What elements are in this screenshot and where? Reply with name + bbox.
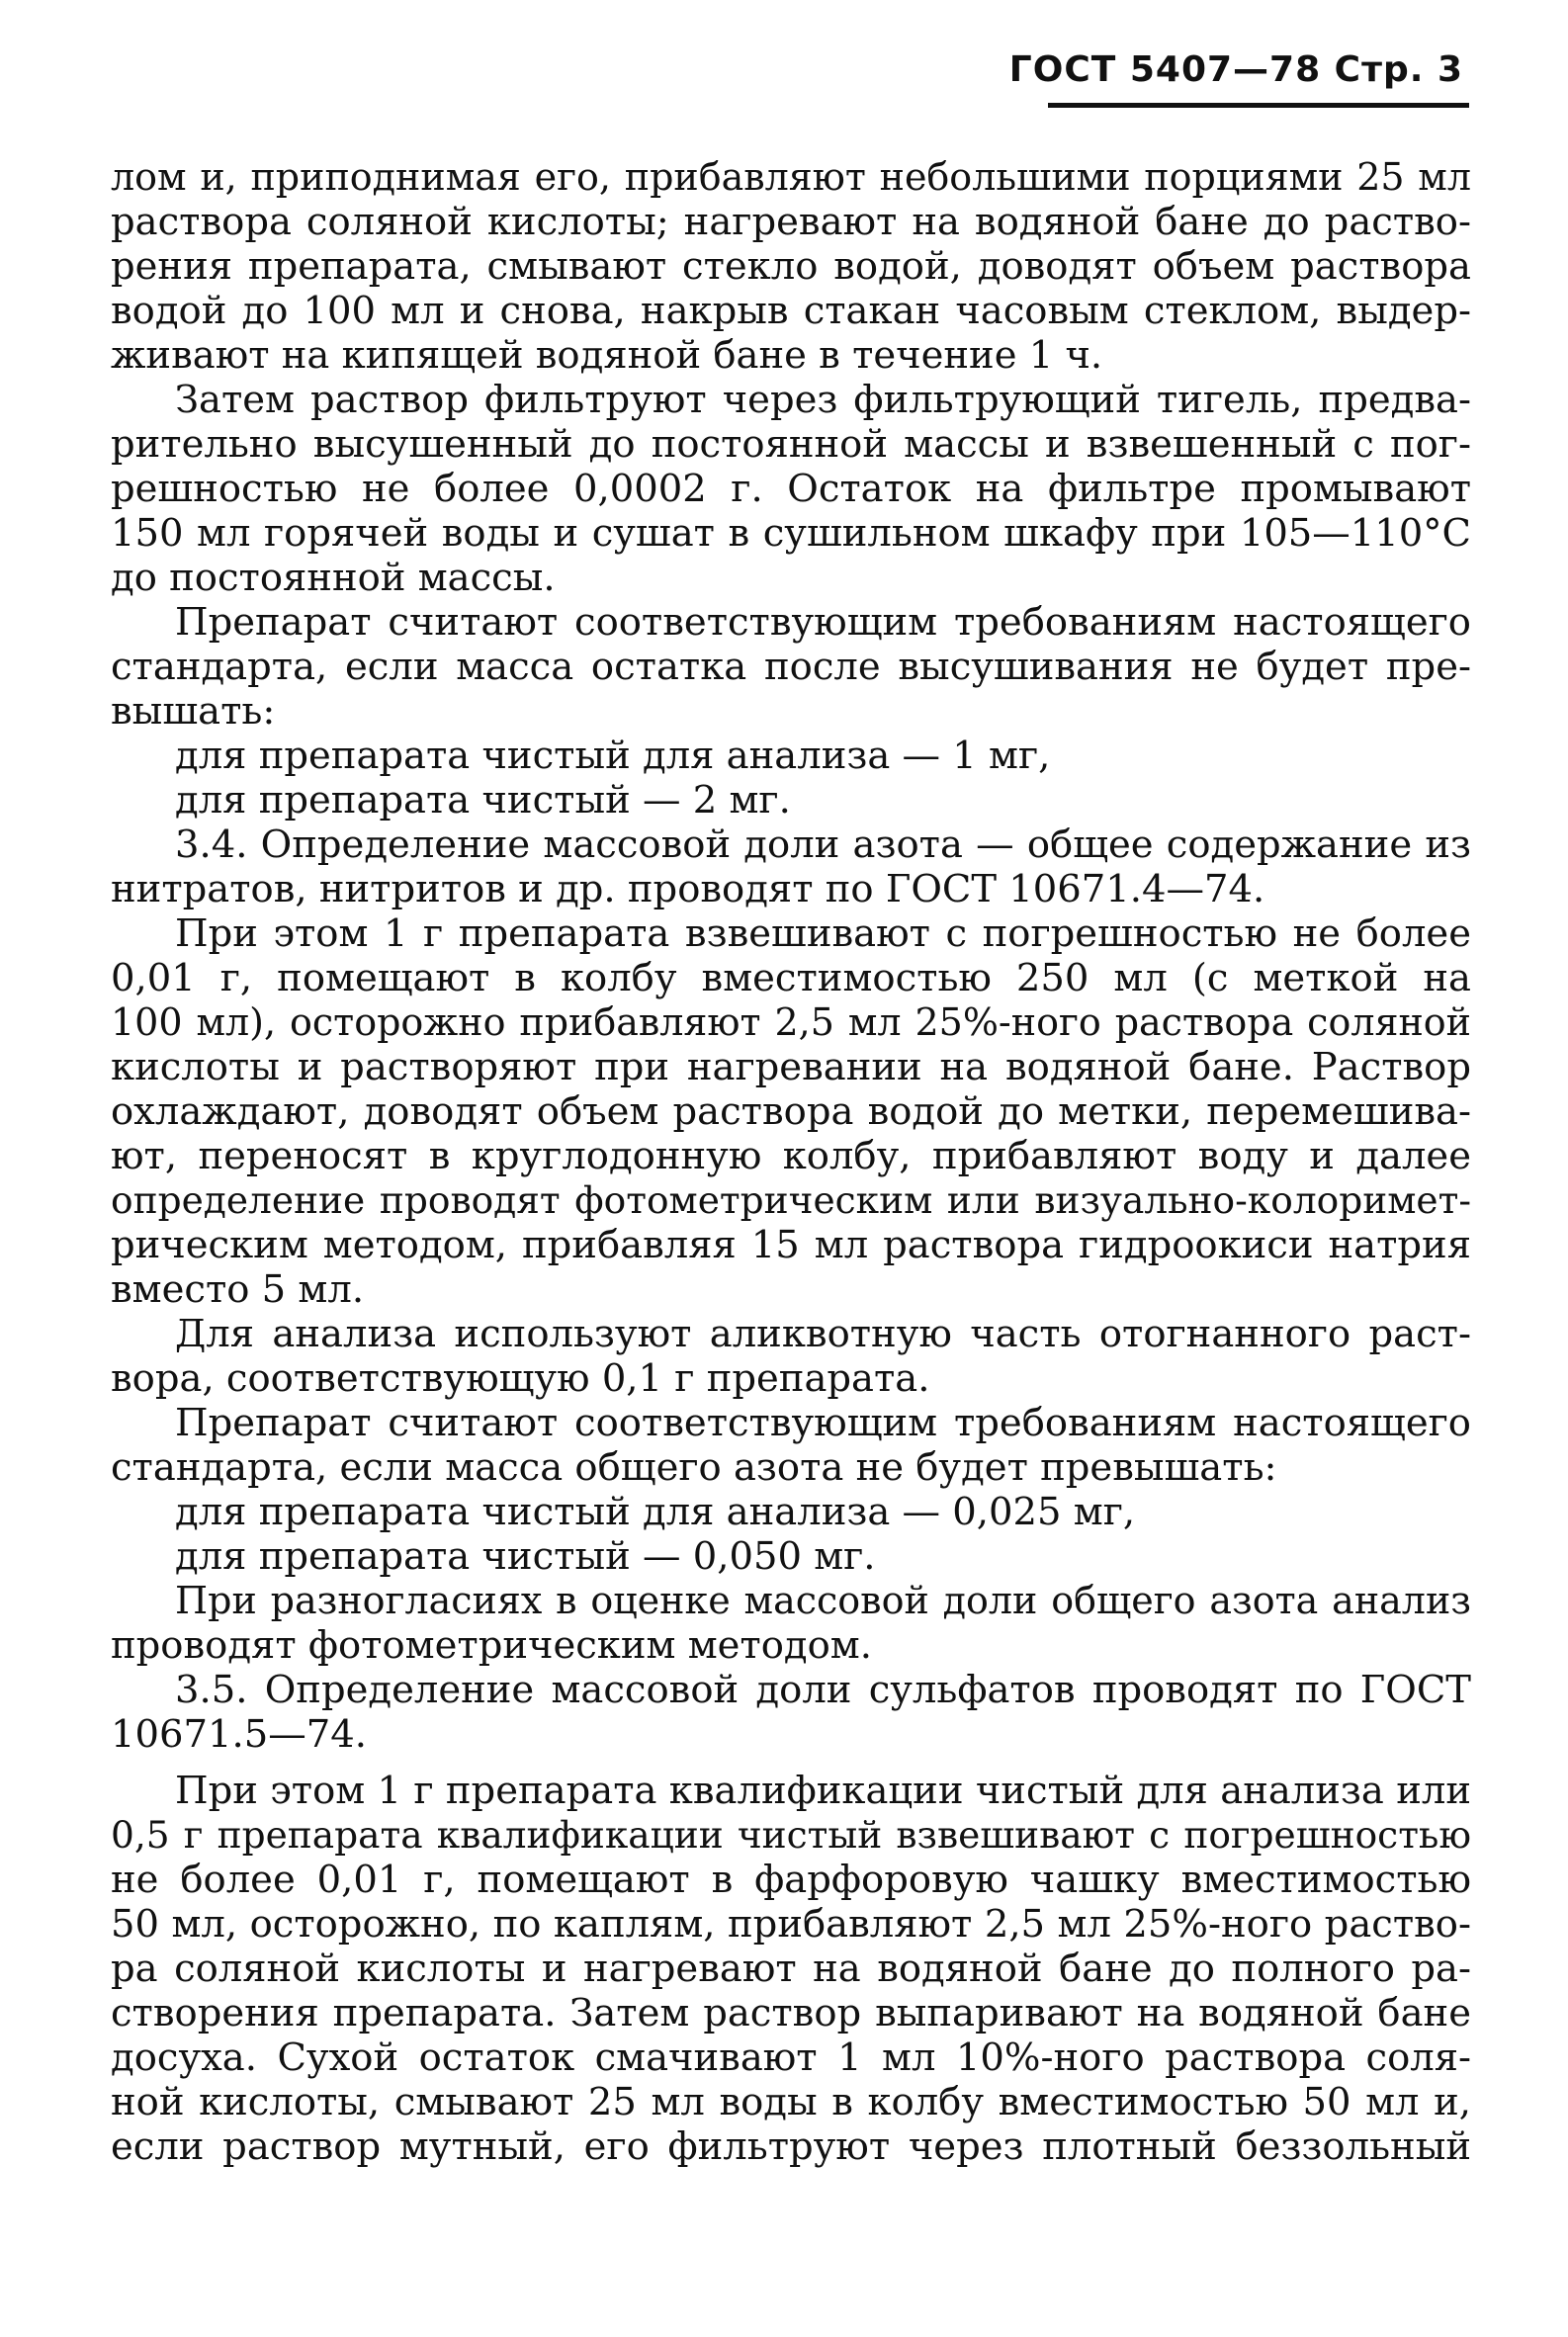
text-line: 50 мл, осторожно, по каплям, прибавляют 2,5 мл 25%-ного раство- bbox=[111, 1902, 1471, 1947]
section-heading-3-5: 3.5. Определение массовой доли сульфатов проводят по ГОСТ bbox=[175, 1668, 1471, 1712]
text-line: лом и, приподнимая его, прибавляют небольшими порциями 25 мл bbox=[111, 155, 1471, 199]
text-line: если раствор мутный, его фильтруют через плотный беззольный bbox=[111, 2124, 1471, 2169]
text-line: определение проводят фотометрическим или визуально-колоримет- bbox=[111, 1178, 1471, 1222]
header-rule bbox=[1048, 103, 1469, 108]
text-line: 0,01 г, помещают в колбу вместимостью 250 мл (с меткой на bbox=[111, 956, 1471, 1000]
text-line: Для анализа используют аликвотную часть отогнанного раст- bbox=[175, 1312, 1471, 1356]
text-line: не более 0,01 г, помещают в фарфоровую чашку вместимостью bbox=[111, 1858, 1471, 1902]
text-line: При этом 1 г препарата квалификации чистый для анализа или bbox=[175, 1769, 1471, 1813]
text-line: Препарат считают соответствующим требованиям настоящего bbox=[175, 1401, 1471, 1445]
text-line: вместо 5 мл. bbox=[111, 1267, 365, 1312]
page-header bbox=[1008, 49, 1469, 109]
text-line: створения препарата. Затем раствор выпаривают на водяной бане bbox=[111, 1991, 1471, 2035]
text-line: раствора соляной кислоты; нагревают на водяной бане до раство- bbox=[111, 200, 1471, 244]
text-line: стандарта, если масса остатка после высушивания не будет пре- bbox=[111, 645, 1471, 689]
text-line: 10671.5—74. bbox=[111, 1712, 367, 1757]
list-line: для препарата чистый — 2 мг. bbox=[175, 778, 791, 822]
text-line: ной кислоты, смывают 25 мл воды в колбу вместимостью 50 мл и, bbox=[111, 2080, 1471, 2124]
list-line: для препарата чистый — 0,050 мг. bbox=[175, 1534, 876, 1579]
text-line: решностью не более 0,0002 г. Остаток на фильтре промывают bbox=[111, 467, 1471, 511]
list-line: для препарата чистый для анализа — 1 мг, bbox=[175, 734, 1051, 778]
text-line: рительно высушенный до постоянной массы и взвешенный с пог- bbox=[111, 422, 1471, 467]
text-line: Препарат считают соответствующим требованиям настоящего bbox=[175, 600, 1471, 645]
section-heading-3-4: 3.4. Определение массовой доли азота — общее содержание из bbox=[175, 822, 1471, 867]
text-line: вышать: bbox=[111, 689, 276, 734]
text-line: При разногласиях в оценке массовой доли общего азота анализ bbox=[175, 1579, 1471, 1622]
text-line: При этом 1 г препарата взвешивают с погрешностью не более bbox=[175, 911, 1471, 956]
text-line: водой до 100 мл и снова, накрыв стакан часовым стеклом, выдер- bbox=[111, 289, 1471, 333]
body-text bbox=[111, 155, 1471, 2169]
text-line: рения препарата, смывают стекло водой, доводят объем раствора bbox=[111, 244, 1471, 289]
list-line: для препарата чистый для анализа — 0,025 мг, bbox=[175, 1490, 1136, 1534]
text-line: 0,5 г препарата квалификации чистый взвешивают с погрешностью bbox=[111, 1813, 1471, 1857]
text-line: нитратов, нитритов и др. проводят по ГОСТ 10671.4—74. bbox=[111, 867, 1265, 911]
text-line: стандарта, если масса общего азота не будет превышать: bbox=[111, 1445, 1277, 1490]
text-line: ют, переносят в круглодонную колбу, прибавляют воду и далее bbox=[111, 1134, 1471, 1178]
text-line: ра соляной кислоты и нагревают на водяной бане до полного ра- bbox=[111, 1947, 1471, 1991]
text-line: живают на кипящей водяной бане в течение 1 ч. bbox=[111, 333, 1103, 378]
text-line: охлаждают, доводят объем раствора водой до метки, перемешива- bbox=[111, 1089, 1471, 1134]
paragraph-gap bbox=[111, 1757, 1471, 1769]
page-header-text: ГОСТ 5407—78 Стр. 3 bbox=[1008, 49, 1463, 90]
text-line: до постоянной массы. bbox=[111, 556, 556, 600]
text-line: 150 мл горячей воды и сушат в сушильном шкафу при 105—110°C bbox=[111, 511, 1471, 556]
text-line: кислоты и растворяют при нагревании на водяной бане. Раствор bbox=[111, 1045, 1471, 1089]
text-line: проводят фотометрическим методом. bbox=[111, 1623, 872, 1668]
text-line: рическим методом, прибавляя 15 мл раствора гидроокиси натрия bbox=[111, 1223, 1471, 1267]
text-line: Затем раствор фильтруют через фильтрующий тигель, предва- bbox=[175, 378, 1471, 422]
text-line: вора, соответствующую 0,1 г препарата. bbox=[111, 1356, 930, 1401]
text-line: досуха. Сухой остаток смачивают 1 мл 10%-ного раствора соля- bbox=[111, 2035, 1471, 2080]
text-line: 100 мл), осторожно прибавляют 2,5 мл 25%-ного раствора соляной bbox=[111, 1000, 1471, 1044]
